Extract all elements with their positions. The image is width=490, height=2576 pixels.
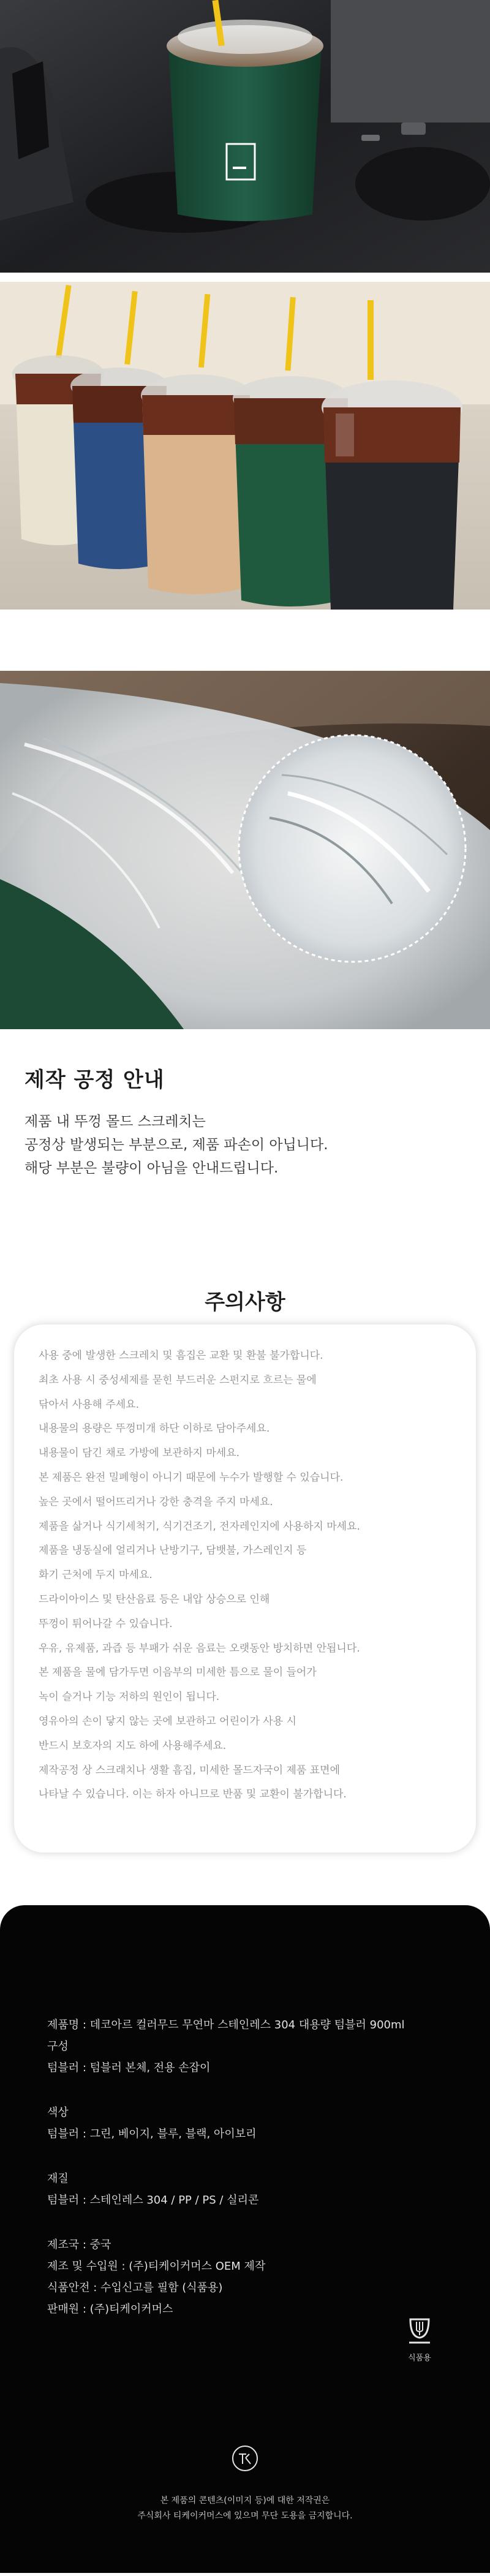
spec-line: 구성 — [47, 2040, 69, 2053]
caution-line: 최초 사용 시 중성세제를 묻힌 부드러운 스펀지로 흐르는 물에 — [39, 1373, 317, 1386]
caution-line: 영유아의 손이 닿지 않는 곳에 보관하고 어린이가 사용 시 — [39, 1715, 296, 1728]
cup-fork-icon — [404, 2316, 435, 2346]
caution-line: 내용물이 담긴 채로 가방에 보관하지 마세요. — [39, 1447, 240, 1460]
caution-line: 제품을 냉동실에 얼리거나 난방기구, 담뱃불, 가스레인지 등 — [39, 1544, 307, 1557]
caution-title: 주의사항 — [205, 1290, 285, 1315]
caution-line: 우유, 유제품, 과즙 등 부패가 쉬운 음료는 오랫동안 방치하면 안됩니다. — [39, 1642, 360, 1655]
spec-line: 판매원 : (주)티케이커머스 — [47, 2303, 173, 2316]
caution-line: 내용물의 용량은 뚜껑미개 하단 이하로 담아주세요. — [39, 1422, 270, 1435]
process-notice-line: 제품 내 뚜껑 몰드 스크레치는 — [24, 1114, 206, 1130]
process-notice-line: 해당 부분은 불량이 아님을 안내드립니다. — [24, 1160, 279, 1176]
caution-line: 높은 곳에서 떨어뜨리거나 강한 충격을 주지 마세요. — [39, 1495, 273, 1508]
spec-line: 식품안전 : 수입신고를 필함 (식품용) — [47, 2281, 223, 2294]
process-notice-title: 제작 공정 안내 — [24, 1068, 165, 1092]
caution-box — [14, 1324, 476, 1853]
spec-line: 텀블러 : 텀블러 본체, 전용 손잡이 — [47, 2061, 211, 2074]
caution-line: 본 제품은 완전 밀폐형이 아니기 때문에 누수가 발행할 수 있습니다. — [39, 1471, 344, 1484]
spec-line: 제조 및 수입원 : (주)티케이커머스 OEM 제작 — [47, 2260, 266, 2273]
spec-line: 색상 — [47, 2106, 69, 2119]
caution-line: 화기 근처에 두지 마세요. — [39, 1569, 153, 1582]
caution-line: 반드시 보호자의 지도 하에 사용해주세요. — [39, 1739, 227, 1752]
caution-line: 제품을 삶거나 식기세척기, 식기건조기, 전자레인지에 사용하지 마세요. — [39, 1520, 360, 1533]
spec-line: 제조국 : 중국 — [47, 2238, 111, 2251]
spec-line: 재질 — [47, 2172, 69, 2185]
food-grade-badge — [401, 2316, 438, 2363]
caution-line: 드라이아이스 및 탄산음료 등은 내압 상승으로 인해 — [39, 1593, 270, 1606]
copyright-notice — [0, 2493, 490, 2524]
caution-line: 본 제품을 물에 담가두면 이음부의 미세한 틈으로 물이 들어가 — [39, 1666, 317, 1679]
product-spec — [0, 1905, 490, 2573]
food-grade-label: 식품용 — [408, 2354, 431, 2363]
spec-line: 제품명 : 데코아르 컬러무드 무연마 스테인레스 304 대용량 텀블러 900ml — [47, 2019, 405, 2031]
copyright-line: 본 제품의 콘텐츠(이미지 등)에 대한 저작권은 — [160, 2496, 330, 2506]
process-notice — [0, 1029, 490, 1280]
car-cupholder-photo — [0, 0, 490, 273]
caution-line: 뚜껑이 튀어나갈 수 있습니다. — [39, 1617, 173, 1630]
spec-line: 텀블러 : 그린, 베이지, 블루, 블랙, 아이보리 — [47, 2128, 257, 2140]
copyright-line: 주식회사 티케이커머스에 있으며 무단 도용을 금지합니다. — [137, 2511, 353, 2521]
brand-logo-icon — [231, 2444, 259, 2472]
caution-line: 나타날 수 있습니다. 이는 하자 아니므로 반품 및 교환이 불가합니다. — [39, 1788, 347, 1801]
tumbler-lineup-photo — [0, 282, 490, 610]
spec-line: 텀블러 : 스테인레스 304 / PP / PS / 실리콘 — [47, 2194, 259, 2207]
caution-line: 제작공정 상 스크래치나 생활 흠집, 미세한 몰드자국이 제품 표면에 — [39, 1764, 341, 1777]
process-notice-line: 공정상 발생되는 부분으로, 제품 파손이 아닙니다. — [24, 1137, 328, 1153]
caution-line: 녹이 슬거나 기능 저하의 원인이 됩니다. — [39, 1691, 220, 1704]
caution-line: 닦아서 사용해 주세요. — [39, 1398, 140, 1411]
caution-line: 사용 중에 발생한 스크레치 및 흠집은 교환 및 환불 불가합니다. — [39, 1350, 323, 1362]
lid-scratch-closeup-photo — [0, 671, 490, 1029]
